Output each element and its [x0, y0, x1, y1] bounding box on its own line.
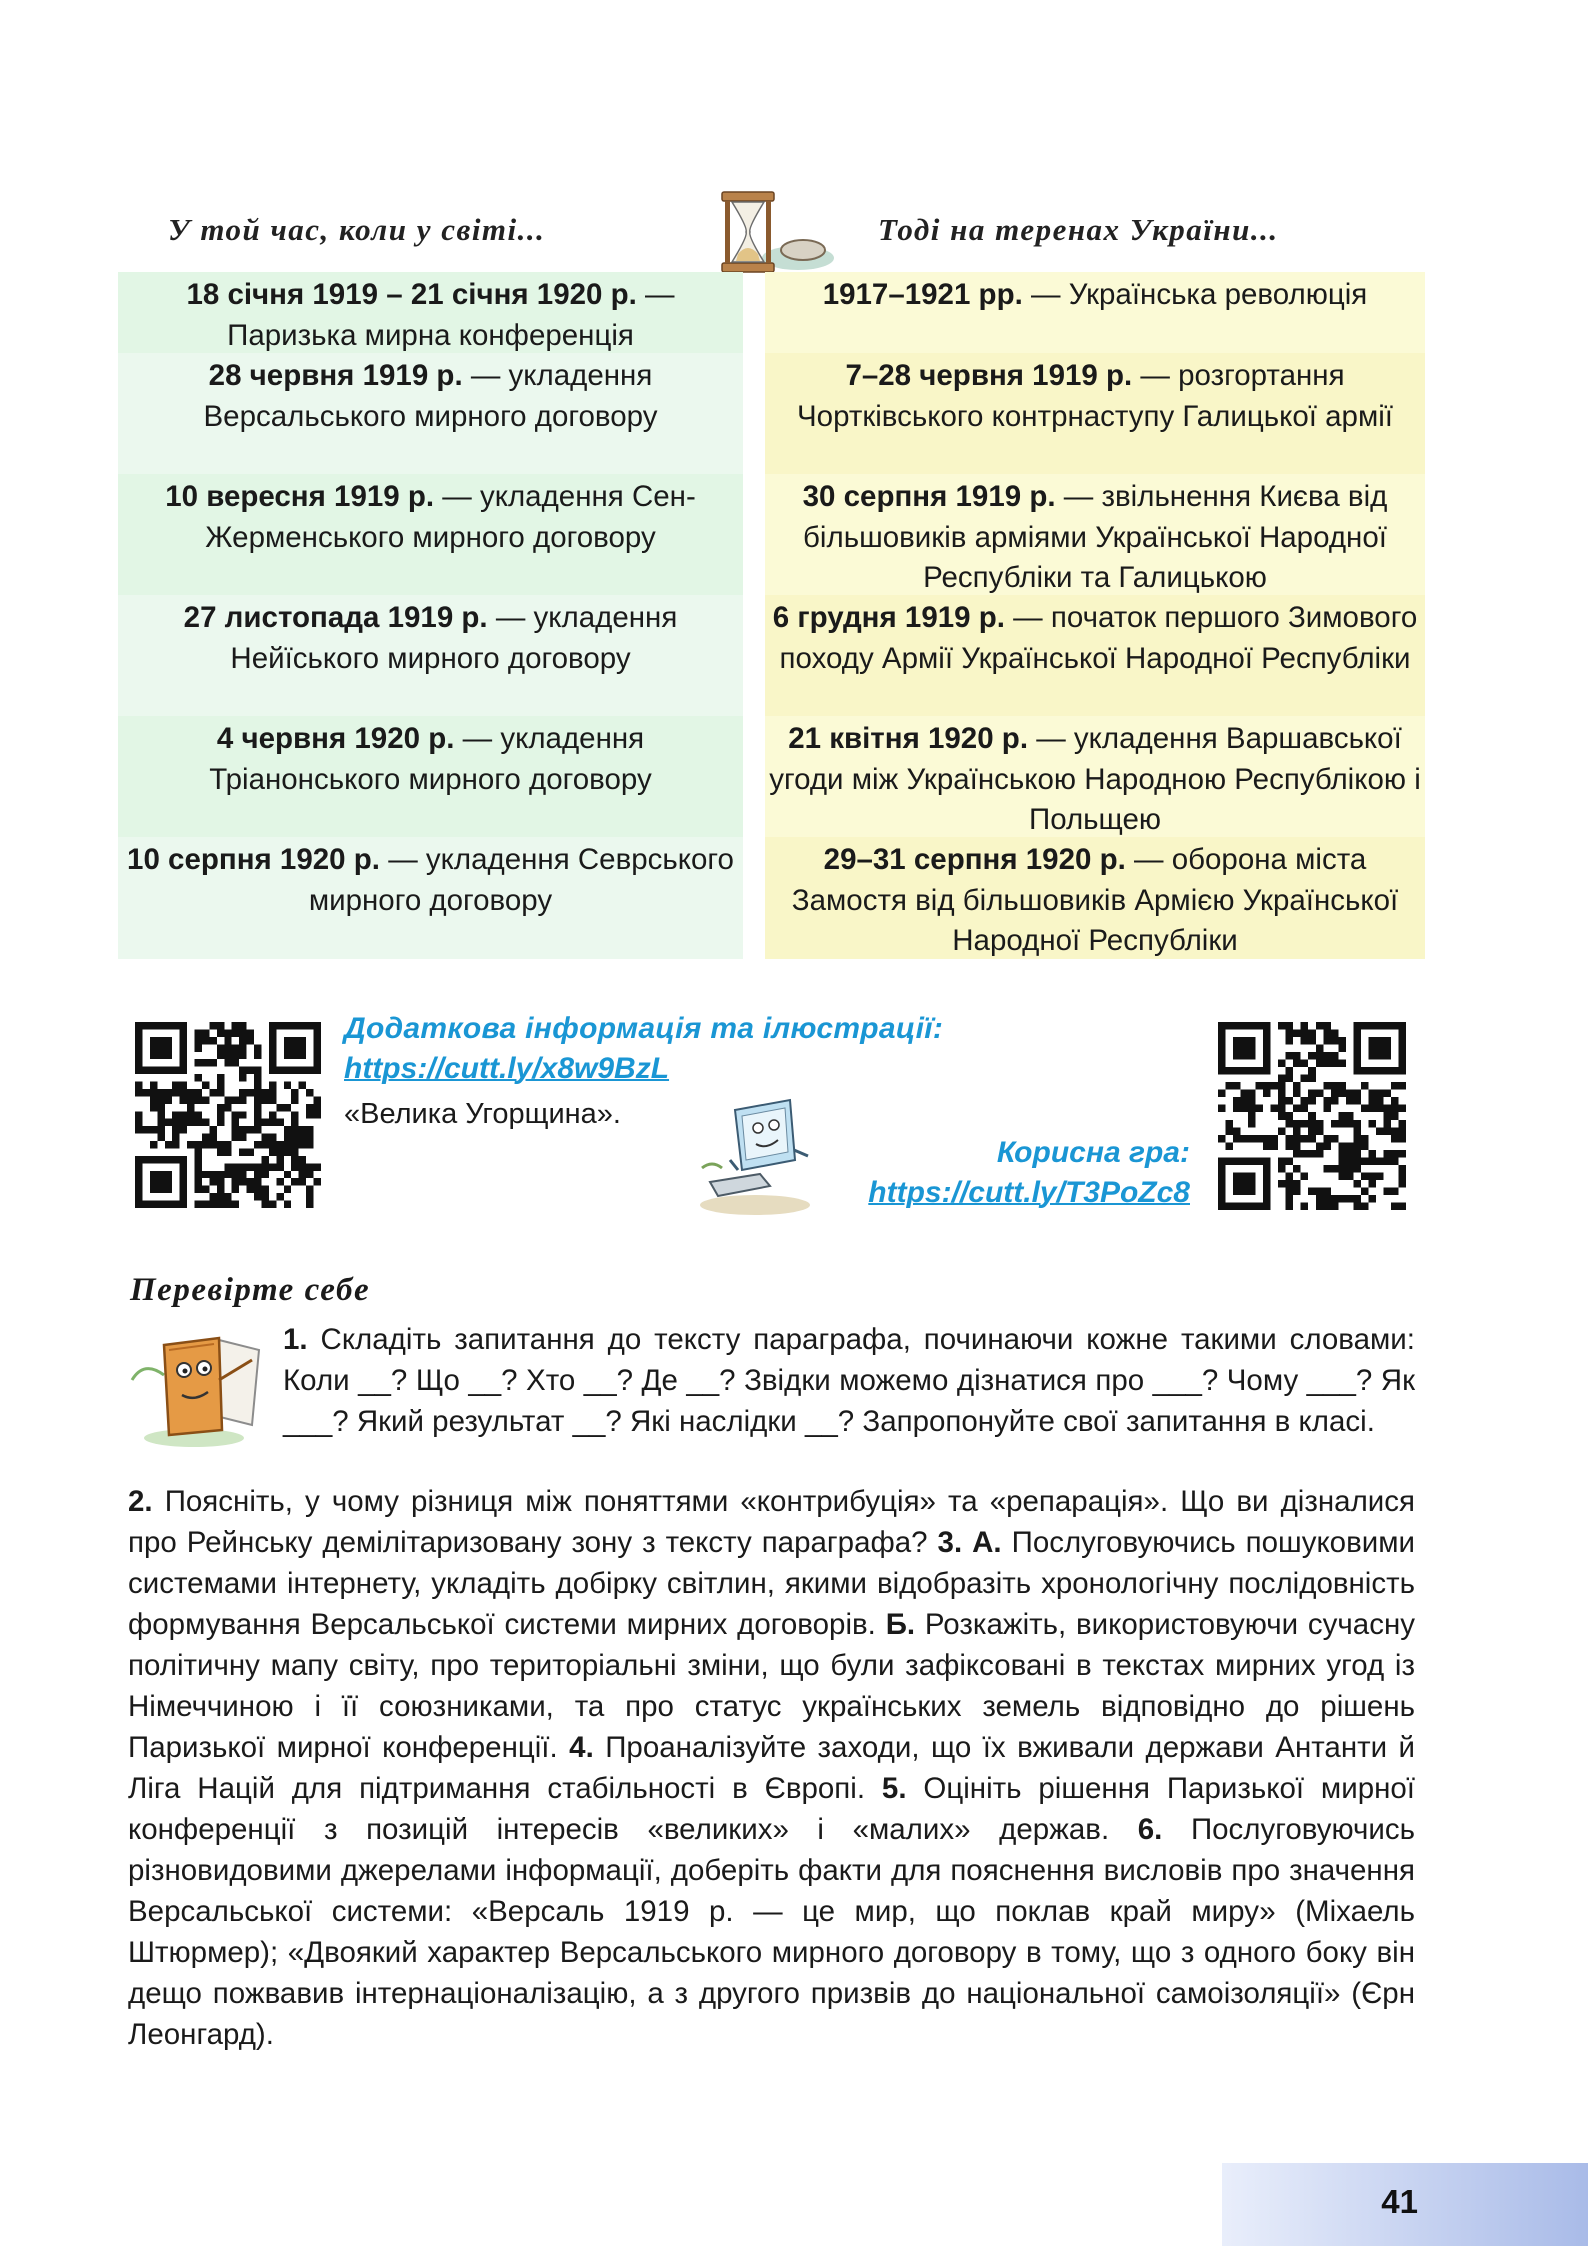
extra-info-title: Додаткова інформація та ілюстрації:: [344, 1012, 944, 1045]
computer-character-icon: [690, 1090, 820, 1220]
timeline-ukraine-item: 29–31 серпня 1920 р. — оборона міста Замостя від більшовиків Армією Української Народної Республіки: [765, 837, 1425, 959]
page-number: 41: [1381, 2183, 1418, 2220]
timeline-ukraine-item: 1917–1921 рр. — Українська революція: [765, 272, 1425, 353]
extra-info-link[interactable]: https://cutt.ly/x8w9BzL: [344, 1052, 670, 1085]
timeline-ukraine-item: 7–28 червня 1919 р. — розгортання Чортківського контрнаступу Галицької армії: [765, 353, 1425, 474]
extra-info-caption: «Велика Угорщина».: [344, 1098, 621, 1130]
timeline-world-item: 4 червня 1920 р. — укладення Тріанонського мирного договору: [118, 716, 743, 837]
timeline-ukraine-header: Тоді на теренах України...: [878, 212, 1279, 247]
timeline-world-item: 28 червня 1919 р. — укладення Версальського мирного договору: [118, 353, 743, 474]
timeline-ukraine-item: 21 квітня 1920 р. — укладення Варшавської угоди між Українською Народною Республікою і Польщею: [765, 716, 1425, 837]
useful-game-title: Корисна гра:: [996, 1136, 1190, 1169]
timeline-ukraine-item: 30 серпня 1919 р. — звільнення Києва від більшовиків арміями Української Народної Республіки та Галицькою: [765, 474, 1425, 595]
timeline-world-item: 10 серпня 1920 р. — укладення Севрського мирного договору: [118, 837, 743, 959]
self-check-heading: Перевірте себе: [130, 1272, 371, 1308]
timeline-world-item: 18 січня 1919 – 21 січня 1920 р. — Паризька мирна конференція: [118, 272, 743, 353]
timeline-world-header: У той час, коли у світі...: [168, 212, 546, 247]
timeline-world-item: 10 вересня 1919 р. — укладення Сен-Жерменського мирного договору: [118, 474, 743, 595]
book-character-icon: [124, 1320, 269, 1450]
questions-2-6: 2. Поясніть, у чому різниця між поняттями «контрибуція» та «репарація». Що ви дізналися про Рейнську демілітаризовану зону з тексту параграфа? 3. А. Послуговуючись пошуковими системами інтернету, укладіть добірку світлин, якими відобразіть хронологічну послідовність формування Версальської системи мирних договорів. Б. Розкажіть, використовуючи сучасну політичну мапу світу, про територіальні зміни, що були зафіксовані в текстах мирних угод із Німеччиною і її союзниками, та про статус українських земель відповідно до рішень Паризької мирної конференції. 4. Проаналізуйте заходи, що їх вживали держави Антанти й Ліга Націй для підтримання стабільності в Європі. 5. Оцініть рішення Паризької мирної конференції з позицій інтересів «великих» і «малих» держав. 6. Послуговуючись різновидовими джерелами інформації, доберіть факти для пояснення висловів про значення Версальської системи: «Версаль 1919 р. — це мир, що поклав край миру» (Міхаель Штюрмер); «Двоякий характер Версальського мирного договору в тому, що з одного боку він дещо пожвавив інтернаціоналізацію, а з другого призвів до національної самоізоляції» (Єрн Леонгард).: [128, 1485, 1416, 2051]
timeline-world-item: 27 листопада 1919 р. — укладення Нейїського мирного договору: [118, 595, 743, 716]
hourglass-icon: [708, 188, 838, 278]
useful-game-link[interactable]: https://cutt.ly/T3PoZc8: [868, 1176, 1190, 1209]
qr-code-icon[interactable]: [1218, 1022, 1406, 1210]
qr-code-icon[interactable]: [135, 1022, 321, 1208]
timeline-ukraine-column: [765, 272, 1425, 959]
question-1: 1. Складіть запитання до тексту параграфа, починаючи кожне такими словами: Коли __? Що __? Хто __? Де __? Звідки можемо дізнатися про ___? Чому ___? Як ___? Який результат __? Які наслідки __? Запропонуйте свої запитання в класі.: [283, 1323, 1415, 1438]
timeline-ukraine-item: 6 грудня 1919 р. — початок першого Зимового походу Армії Української Народної Республіки: [765, 595, 1425, 716]
timeline-world-column: [118, 272, 743, 959]
